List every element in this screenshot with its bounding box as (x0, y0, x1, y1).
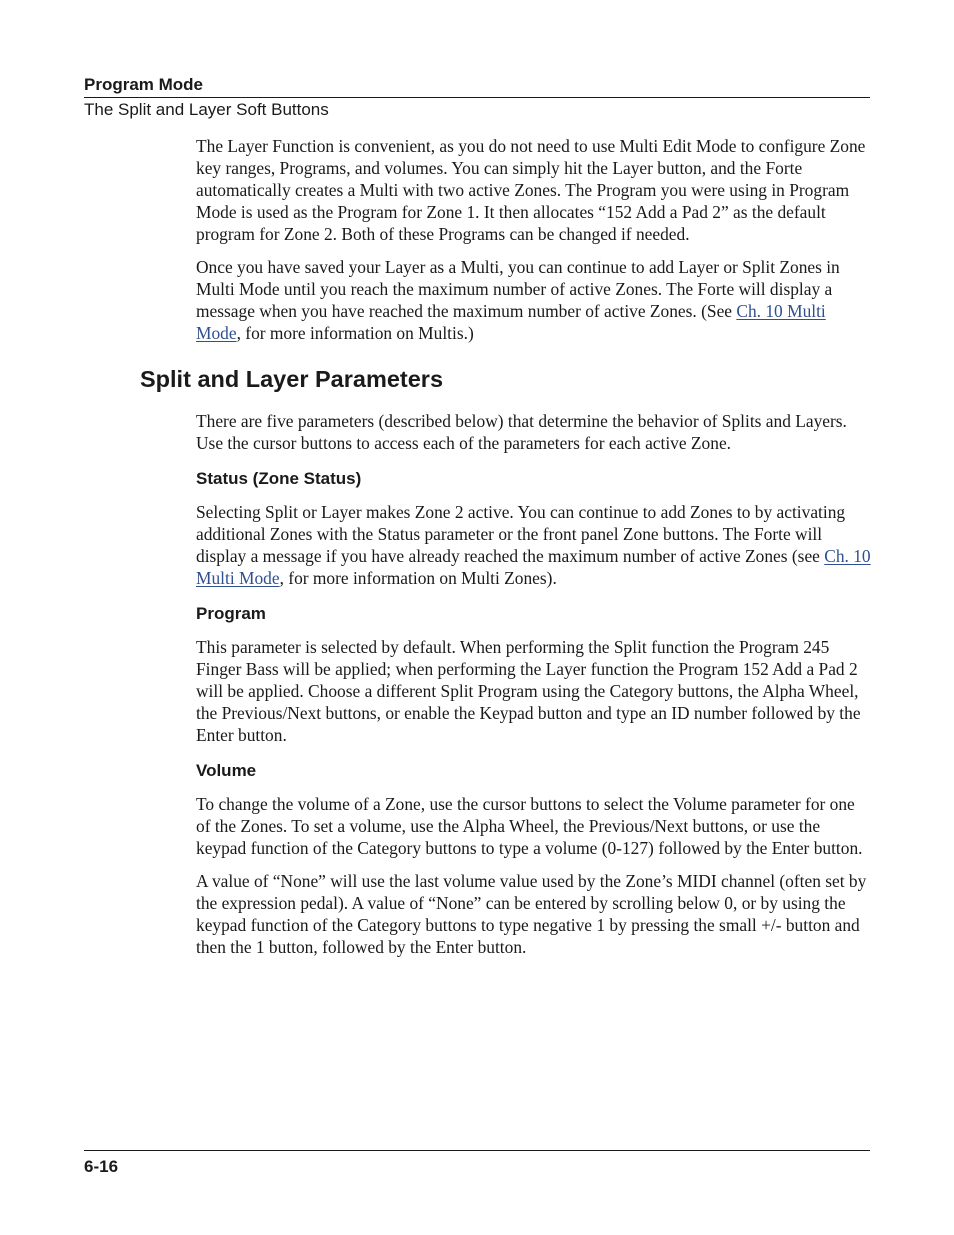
section-heading: Split and Layer Parameters (140, 366, 444, 392)
intro-paragraph-2-text-b: , for more information on Multis.) (236, 323, 474, 343)
intro-paragraph-2 (196, 256, 872, 344)
intro-paragraph-2-text-a: Once you have saved your Layer as a Multi, you can continue to add Layer or Split Zones in Multi Mode until you reach the maximum number of active Zones. The Forte will display a message when you have reached the maximum number of active Zones. (See (196, 257, 840, 321)
volume-paragraph-2: A value of “None” will use the last volume value used by the Zone’s MIDI channel (often set by the expression pedal). A value of “None” can be entered by scrolling below 0, or by using the keypad function of the Category buttons to type negative 1 by pressing the small +/- button and then the 1 button, followed by the Enter button. (196, 871, 867, 957)
footer-rule (84, 1150, 870, 1151)
volume-paragraph-1: To change the volume of a Zone, use the cursor buttons to select the Volume parameter for one of the Zones. To set a volume, use the Alpha Wheel, the Previous/Next buttons, or use the keypad function of the Category buttons to type a volume (0-127) followed by the Enter button. (196, 794, 863, 858)
intro-paragraph-1: The Layer Function is convenient, as you do not need to use Multi Edit Mode to configure Zone key ranges, Programs, and volumes. You can simply hit the Layer button, and the Forte automatically creates a Multi with two active Zones. The Program you were using in Program Mode is used as the Program for Zone 1. It then allocates “152 Add a Pad 2” as the default program for Zone 2. Both of these Programs can be changed if needed. (196, 136, 866, 244)
volume-heading: Volume (196, 761, 257, 780)
page-number: 6-16 (84, 1157, 119, 1176)
status-paragraph-text-b: , for more information on Multi Zones). (279, 568, 557, 588)
program-heading: Program (196, 604, 266, 623)
status-paragraph (196, 501, 872, 589)
page-body (140, 135, 872, 969)
running-header-section: The Split and Layer Soft Buttons (84, 100, 329, 119)
status-heading: Status (Zone Status) (196, 469, 362, 488)
running-header-chapter: Program Mode (84, 75, 204, 94)
multi-zones-link[interactable]: Ch. 10 Multi Mode (196, 546, 871, 588)
section-paragraph: There are five parameters (described below) that determine the behavior of Splits and Layers. Use the cursor buttons to access each of the parameters for each active Zone. (196, 411, 847, 453)
header-rule (84, 97, 870, 98)
program-paragraph: This parameter is selected by default. When performing the Split function the Program 245 Finger Bass will be applied; when performing the Layer function the Program 152 Add a Pad 2 will be applied. Choose a different Split Program using the Category buttons, the Alpha Wheel, the Previous/Next buttons, or enable the Keypad button and type an ID number followed by the Enter button. (196, 637, 861, 745)
multi-mode-link[interactable]: Ch. 10 Multi Mode (196, 301, 826, 343)
status-paragraph-text-a: Selecting Split or Layer makes Zone 2 active. You can continue to add Zones to by activating additional Zones with the Status parameter or the front panel Zone buttons. The Forte will display a message if you have already reached the maximum number of active Zones (see (196, 502, 846, 566)
